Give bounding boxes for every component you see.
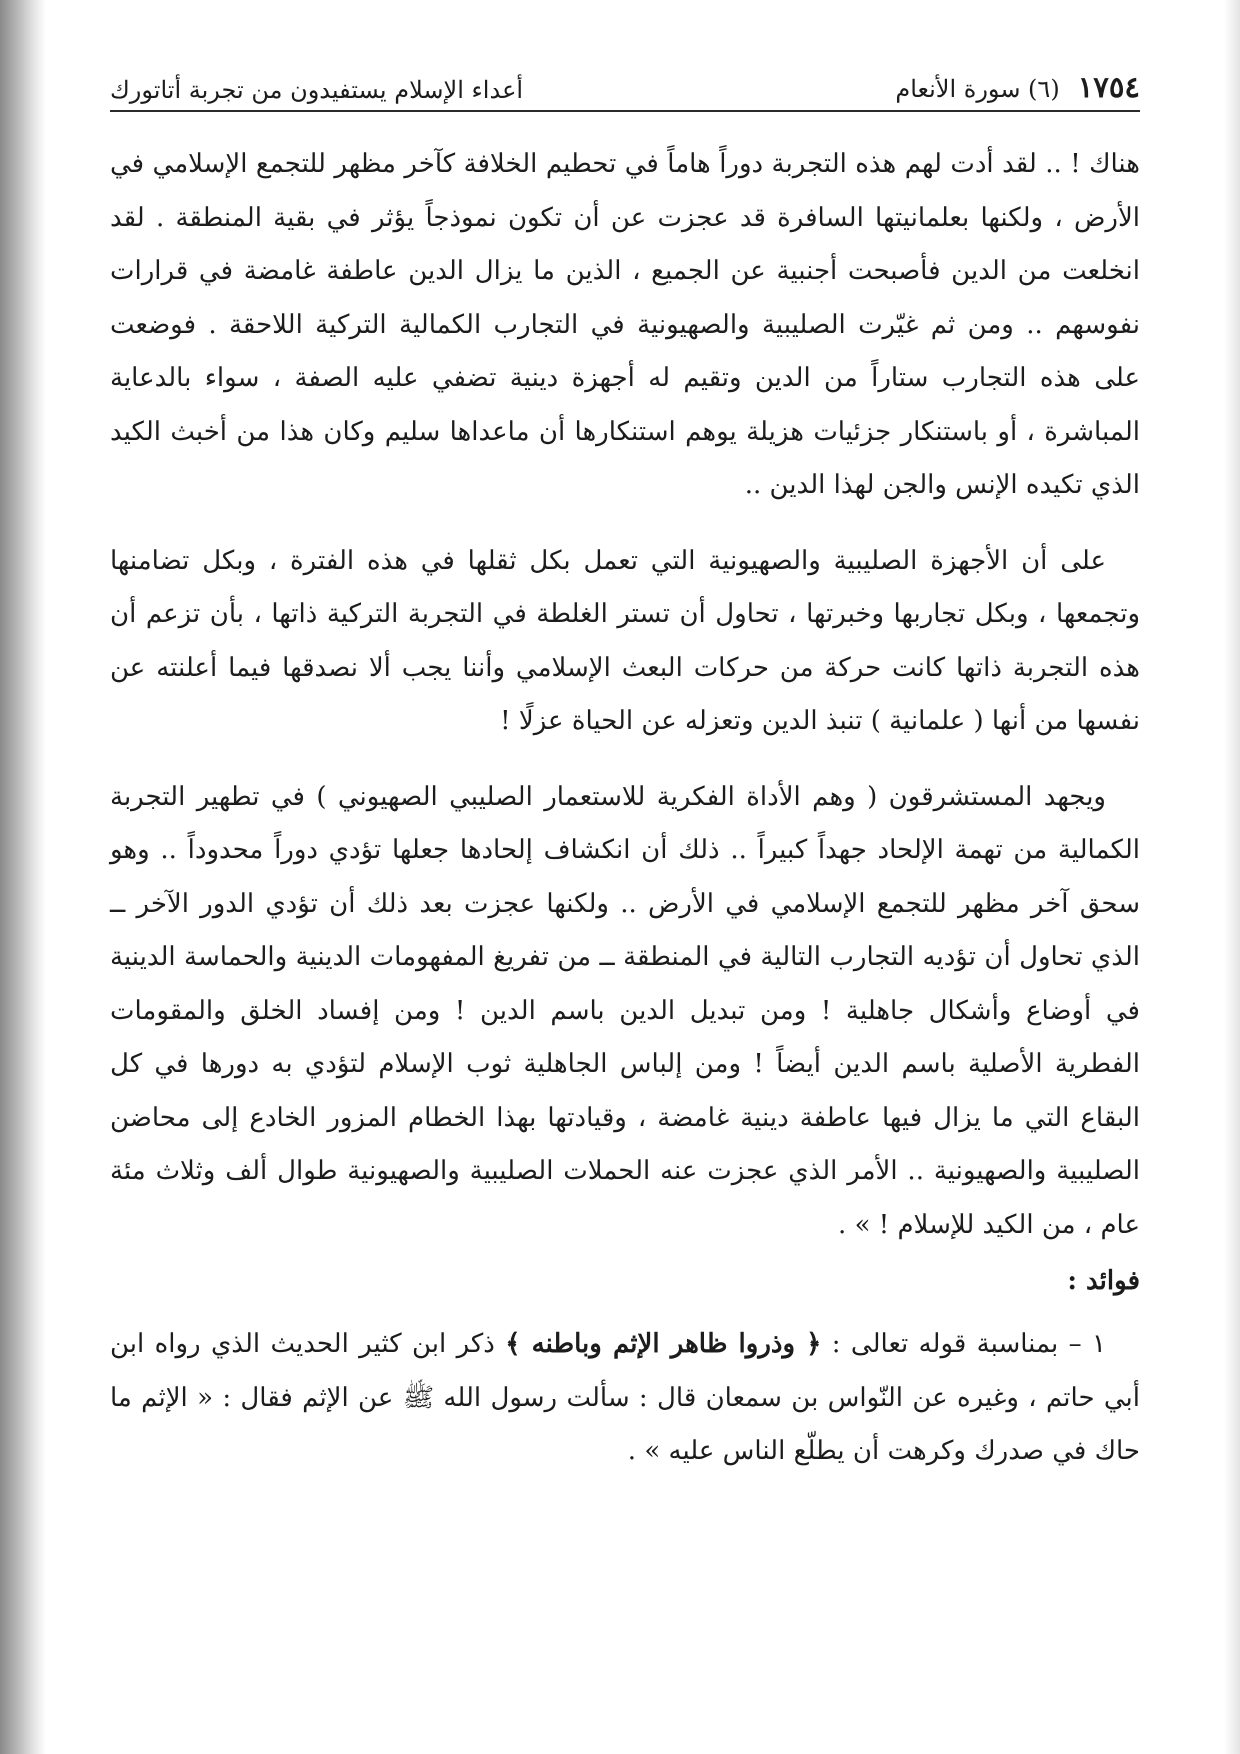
paragraph-2: على أن الأجهزة الصليبية والصهيونية التي تعمل بكل ثقلها في هذه الفترة ، وبكل تضامنها وتجمعها ، وبكل تجاربها وخبرتها ، تحاول أن تستر الغلطة في التجربة التركية ذاتها ، بأن تزعم أن هذه التجربة ذاتها كانت حركة من حركات البعث الإسلامي وأننا يجب ألا نصدقها فيما أعلنته عن نفسها من أنها ( علمانية ) تنبذ الدين وتعزله عن الحياة عزلًا !: [110, 545, 1140, 736]
paragraph-3: ويجهد المستشرقون ( وهم الأداة الفكرية للاستعمار الصليبي الصهيوني ) في تطهير التجربة الكمالية من تهمة الإلحاد جهداً كبيراً .. ذلك أن انكشاف إلحادها جعلها تؤدي دوراً محدوداً .. وهو سحق آخر مظهر للتجمع الإسلامي في الأرض .. ولكنها عجزت بعد ذلك أن تؤدي الدور الآخر ــ الذي تحاول أن تؤديه التجارب التالية في المنطقة ــ من تفريغ المفهومات الدينية والحماسة الدينية في أوضاع وأشكال جاهلية ! ومن تبديل الدين باسم الدين ! ومن إفساد الخلق والمقومات الفطرية الأصلية باسم الدين أيضاً ! ومن إلباس الجاهلية ثوب الإسلام لتؤدي به دورها في كل البقاع التي ما يزال فيها عاطفة دينية غامضة ، وقيادتها بهذا الخطام المزور الخادع إلى محاضن الصليبية والصهيونية .. الأمر الذي عجزت عنه الحملات الصليبية والصهيونية طوال ألف وثلاث مئة عام ، من الكيد للإسلام ! » .: [110, 781, 1140, 1240]
benefit-item-1: [110, 1318, 1140, 1479]
benefit-text: ذكر ابن كثير الحديث الذي رواه ابن أبي حاتم ، وغيره عن النّواس بن سمعان قال : سألت رسول الله ﷺ عن الإثم فقال : « الإثم ما حاك في صدرك وكرهت أن يطلّع الناس عليه » .: [110, 1329, 1140, 1466]
surah-label: (٦) سورة الأنعام: [895, 75, 1060, 103]
running-header: [110, 58, 1140, 112]
book-page: [110, 58, 1140, 1479]
paragraph-1: هناك ! .. لقد أدت لهم هذه التجربة دوراً هاماً في تحطيم الخلافة كآخر مظهر للتجمع الإسلامي في الأرض ، ولكنها بعلمانيتها السافرة قد عجزت عن أن تكون نموذجاً يؤثر في بقية المنطقة . لقد انخلعت من الدين فأصبحت أجنبية عن الجميع ، الذين ما يزال الدين عاطفة غامضة في قرارات نفوسهم .. ومن ثم غيّرت الصليبية والصهيونية في التجارب الكمالية التركية اللاحقة . فوضعت على هذه التجارب ستاراً من الدين وتقيم له أجهزة دينية تضفي عليه الصفة ، سواء بالدعاية المباشرة ، أو باستنكار جزئيات هزيلة يوهم استنكارها أن ماعداها سليم وكان هذا من أخبث الكيد الذي تكيده الإنس والجن لهذا الدين ..: [110, 149, 1140, 500]
quranic-verse: ﴿ وذروا ظاهر الإثم وباطنه ﴾: [505, 1329, 822, 1359]
binding-gutter-shadow: [0, 0, 46, 1754]
page-edge-shadow: [1224, 0, 1240, 1754]
running-title: أعداء الإسلام يستفيدون من تجربة أتاتورك: [110, 76, 524, 104]
benefits-heading: فوائد :: [1067, 1266, 1140, 1296]
benefit-intro: بمناسبة قوله تعالى :: [831, 1329, 1059, 1359]
page-number: ١٧٥٤: [1077, 70, 1140, 104]
header-page-info: [895, 70, 1140, 104]
benefit-number: ١ –: [1068, 1329, 1107, 1359]
